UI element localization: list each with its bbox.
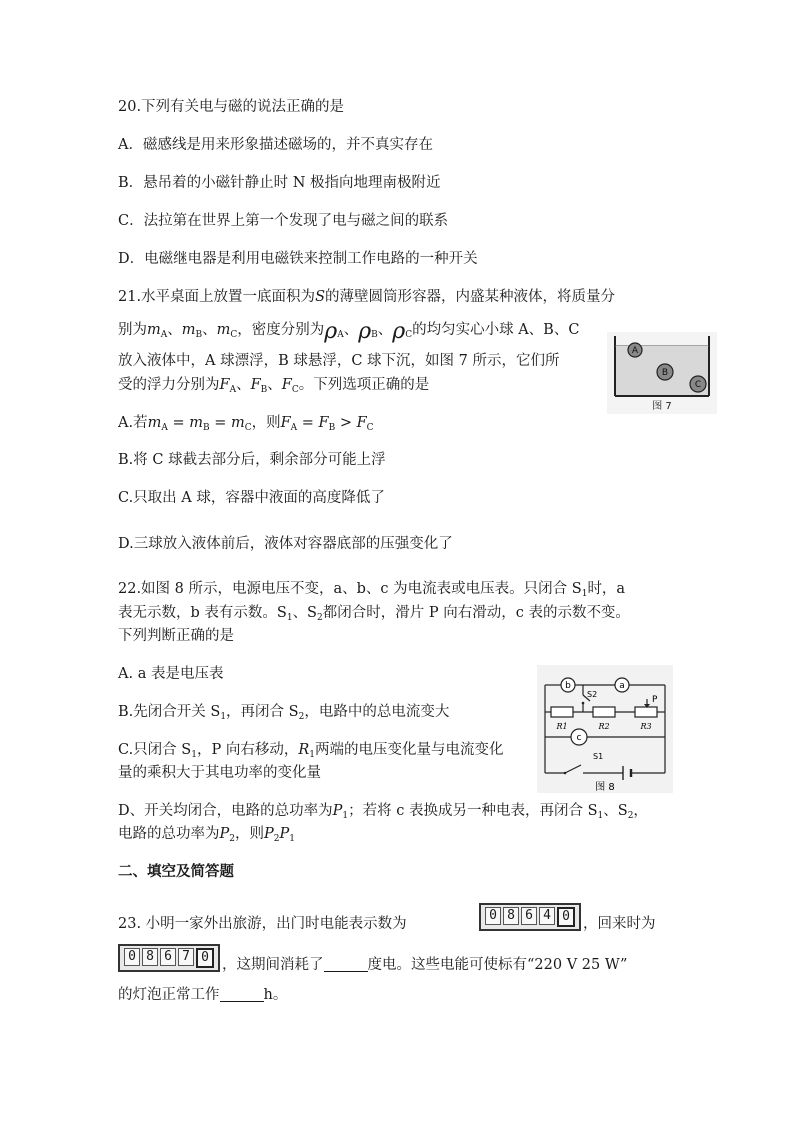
meter-digit-decimal: 0 (196, 948, 214, 968)
meter-a-label: a (619, 681, 625, 691)
q21-option-a: A.若$m_A = m_B = m_C$，则$F_A = F_B > F_C$ (118, 415, 374, 433)
q22-option-c: C.只闭合 $S_1$，P 向右移动，$R_1$两端的电压变化量与电流变化 (118, 742, 504, 760)
ball-b (657, 364, 673, 380)
meter-digit: 4 (539, 907, 555, 925)
resistor-r2-label: R2 (598, 722, 610, 731)
q22-stem-line1: 22.如图 8 所示，电源电压不变，a、b、c 为电流表或电压表。只闭合 $S_1$时，a (118, 581, 626, 599)
meter-a (615, 678, 629, 692)
q21-stem-line1: 21.水平桌面上放置一底面积为S的薄壁圆筒形容器，内盛某种液体，将质量分 (118, 289, 615, 305)
figure-8 (537, 665, 673, 793)
switch-s2-label: S2 (587, 690, 598, 699)
figure-7 (607, 332, 717, 414)
q21-option-c: C.只取出 A 球，容器中液面的高度降低了 (118, 490, 385, 506)
q21-stem-line4: 受的浮力分别为$F_A$、$F_B$、$F_C$。下列选项正确的是 (118, 377, 430, 395)
q23-line2: ，这期间消耗了 度电。这些电能可使标有“220 V 25 W” (222, 957, 628, 973)
q20-stem: 20.下列有关电与磁的说法正确的是 (118, 99, 345, 115)
answer-blank-1[interactable] (324, 957, 368, 972)
ball-a-label: A (631, 346, 639, 356)
meter-digit: 0 (124, 948, 140, 966)
slider-p-label: P (652, 695, 658, 705)
q22-option-b: B.先闭合开关 $S_1$，再闭合 $S_2$，电路中的总电流变大 (118, 704, 450, 722)
energy-meter-before (479, 903, 581, 931)
q21-stem-line2: 别为$m_A$、$m_B$、$m_C$，密度分别为$\rho_A$、$\rho_B$、$\rho_C$的均匀实心小球 A、B、C (118, 319, 580, 344)
meter-digit: 6 (521, 907, 537, 925)
q23-line1-text: 23. 小明一家外出旅游，出门时电能表示数为 (118, 916, 407, 932)
answer-blank-2[interactable] (220, 987, 264, 1002)
section-2-heading: 二、填空及简答题 (118, 864, 234, 880)
resistor-r1-label: R1 (556, 722, 568, 731)
ball-b-label: B (661, 368, 669, 378)
q20-option-d: D．电磁继电器是利用电磁铁来控制工作电路的一种开关 (118, 251, 478, 267)
meter-digit: 6 (160, 948, 176, 966)
ball-c (690, 376, 706, 392)
meter-digit: 7 (178, 948, 194, 966)
q20-option-c: C．法拉第在世界上第一个发现了电与磁之间的联系 (118, 213, 449, 229)
meter-c-label: c (576, 733, 582, 743)
meter-digit: 0 (485, 907, 501, 925)
q22-stem-line2: 表无示数，b 表有示数。$S_1$、$S_2$都闭合时，滑片 P 向右滑动，c 表的示数不变。 (118, 605, 630, 623)
switch-s1-label: S1 (593, 752, 604, 761)
figure-7-label: 图 7 (652, 401, 672, 412)
meter-digit-decimal: 0 (557, 907, 575, 927)
q22-option-c-line2: 量的乘积大于其电功率的变化量 (118, 765, 321, 781)
q22-option-d-line2: 电路的总功率为$P_2$，则$P_2P_1$ (118, 826, 295, 844)
q23-line3: 的灯泡正常工作 h。 (118, 987, 288, 1003)
q21-option-d: D.三球放入液体前后，液体对容器底部的压强变化了 (118, 536, 453, 552)
q20-option-a: A．磁感线是用来形象描述磁场的，并不真实存在 (118, 137, 433, 153)
q22-option-a: A. a 表是电压表 (118, 666, 224, 682)
meter-b (561, 678, 575, 692)
q23-line1-tail: ，回来时为 (583, 916, 656, 932)
figure-8-label: 图 8 (595, 782, 615, 793)
q20-option-b: B．悬吊着的小磁针静止时 N 极指向地理南极附近 (118, 175, 441, 191)
q22-stem-line3: 下列判断正确的是 (118, 628, 234, 644)
energy-meter-after (118, 944, 220, 972)
meter-b-label: b (565, 681, 571, 691)
resistor-r3-label: R3 (640, 722, 652, 731)
meter-c (571, 729, 587, 745)
meter-digit: 8 (503, 907, 519, 925)
q22-option-d: D、开关均闭合，电路的总功率为$P_1$；若将 c 表换成另一种电表，再闭合 $S_1$、$S_2$， (118, 803, 648, 821)
ball-c-label: C (694, 380, 702, 390)
q21-option-b: B.将 C 球截去部分后，剩余部分可能上浮 (118, 452, 386, 468)
ball-a (628, 343, 642, 357)
q21-stem-line3: 放入液体中，A 球漂浮，B 球悬浮，C 球下沉，如图 7 所示，它们所 (118, 353, 560, 369)
meter-digit: 8 (142, 948, 158, 966)
